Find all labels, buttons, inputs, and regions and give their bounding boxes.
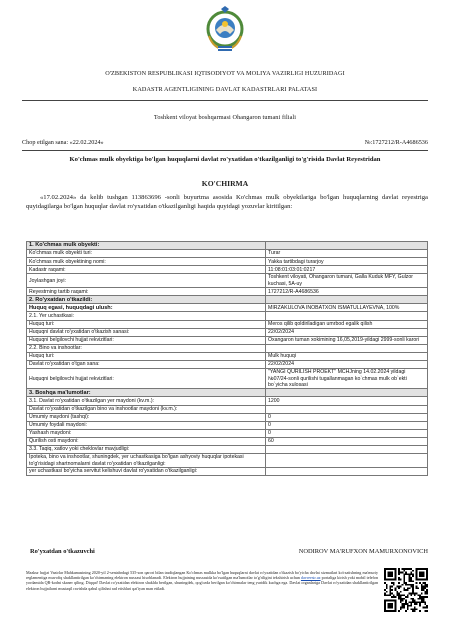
row-label: Huquq egasi, huquqdagi ulush: (27, 304, 266, 312)
row-label: Ipoteka, bino va inshootlar, shuningdek, yer uchastkasiga bo'lgan ashyoviy huquqlar ipotekasi to'g'risidagi shartnomalarni davlat ro'yxatidan o'tkazilganligi: (27, 454, 266, 468)
row-value: MIRZAKULOVA INOBATXON ISMATULLAYEVNA, 100% (266, 304, 428, 312)
table-row (27, 258, 428, 266)
print-date: Chop etilgan sana: «22.02.2024» (22, 139, 104, 146)
table-row (27, 288, 428, 296)
table-row (27, 328, 428, 336)
row-value: 1200 (266, 397, 428, 405)
table-row (27, 274, 428, 288)
row-value: 22/02/2024 (266, 361, 428, 369)
table-row (27, 454, 428, 468)
row-value: Meros qilib qoldiriladigan umrbod egalik qilish (266, 320, 428, 328)
row-value: Toshkent viloyati, Ohangaron tumani, Galla Kuduk MFY, Gulzor kuchasi, 5A-uy (266, 274, 428, 288)
intro-paragraph: «17.02.2024» da kelib tushgan 113863696 -sonli buyurtma asosida Ko'chmas mulk obyektlariga bo'lgan huquqlarning davlat reyestriga quyidagilarga bo'lgan huquqlar davlat ro'yxatidan o'tkazilganligi haqida quyidagi yozuvlar kiritilgan: (26, 194, 428, 210)
row-value: Yakka tartibdagi turarjoy (266, 258, 428, 266)
branch-heading: Toshkent viloyat boshqarmasi Ohangaron tumani filiali (153, 114, 297, 121)
table-row (27, 405, 428, 413)
row-label: Umumiy foydali maydoni: (27, 421, 266, 429)
footer-text: Mazkur hujjat Vazirlar Mahkamasining 2020-yil 2-sentabrdagi 535-son qarori bilan tasdiqlangan Ko'chmas mulkka bo'lgan huquqlarni davlat ro'yxatidan o'tkazish bo'yicha davlat xizmatlari ko'rsatishning ma'muriy reglamentiga muvofiq shakllantirilgan ko'chirmaning elektron nusxasi hisoblanadi. Elektron hujjatning nusxasida ko'rsatilgan ma'lumotlar to'g'riligini tekshirish uchun (26, 570, 378, 581)
row-value (266, 454, 428, 468)
table-row (27, 352, 428, 360)
section-row (27, 389, 428, 397)
header-divider (22, 100, 428, 101)
row-value: Mulk huquqi (266, 352, 428, 360)
row-value (266, 405, 428, 413)
row-label: 2.1. Yer uchastkasi: (27, 312, 266, 320)
table-row (27, 397, 428, 405)
row-value: Oxangaron tuman xokimining 16,05,2019-yildagi 2999-sonli karori (266, 336, 428, 344)
footer-note (26, 570, 378, 591)
table-row (27, 437, 428, 445)
section-row (27, 296, 428, 304)
table-row (27, 413, 428, 421)
row-label: Ko'chmas mulk obyektining nomi: (27, 258, 266, 266)
document-title: Ko'chmas mulk obyektiga bo'lgan huquqlarni davlat ro'yxatidan o'tkazilganligi to'g'risida Davlat Reyestridan (69, 156, 381, 163)
row-label: 2. Ro'yxatdan o'tkazildi: (27, 296, 266, 304)
row-value: 60 (266, 437, 428, 445)
agency-heading: KADASTR AGENTLIGINING DAVLAT KADASTRLARI PALATASI (132, 86, 318, 93)
row-label: Davlat ro'yxatidan o'tgan sana: (27, 361, 266, 369)
row-label: Huquq turi: (27, 352, 266, 360)
section-row (27, 242, 428, 250)
row-label: 3. Boshqa ma'lumotlar: (27, 389, 266, 397)
table-row (27, 344, 428, 352)
state-emblem-icon (203, 6, 247, 54)
registrar-role: Ro'yxatdan o'tkazuvchi (30, 548, 95, 555)
row-value: 0 (266, 413, 428, 421)
table-row (27, 421, 428, 429)
row-value: 11:08:01:03:01:0217 (266, 266, 428, 274)
table-row (27, 369, 428, 389)
table-row (27, 336, 428, 344)
document-subtitle: KO'CHIRMA (201, 179, 249, 188)
row-label: Reyestrning tartib raqami: (27, 288, 266, 296)
table-row (27, 304, 428, 312)
row-label: Ko'chmas mulk obyekti turi: (27, 250, 266, 258)
portal-link[interactable]: davreestr.uz (300, 575, 321, 581)
row-value: Turar (266, 250, 428, 258)
table-row (27, 266, 428, 274)
row-label: Huquqni davlat ro'yxatidan o'tkazish sanasi: (27, 328, 266, 336)
title-divider (22, 150, 428, 151)
table-row (27, 429, 428, 437)
table-row (27, 312, 428, 320)
table-row (27, 446, 428, 454)
row-value: 0 (266, 421, 428, 429)
row-value (266, 467, 428, 475)
ministry-heading: O'ZBEKISTON RESPUBLIKASI IQTISODIYOT VA MOLIYA VAZIRLIGI HUZURIDAGI (105, 70, 345, 77)
table-row (27, 361, 428, 369)
row-label: 1. Ko'chmas mulk obyekti: (27, 242, 266, 250)
row-label: 3.3. Taqiq, xatlov yoki cheklovlar mavjudligi: (27, 446, 266, 454)
row-value: 0 (266, 429, 428, 437)
row-value (266, 312, 428, 320)
registrar-name: NODIROV MA'RUFXON MAMURXONOVICH (298, 548, 428, 555)
row-label: Davlat ro'yxatidan o'tkazilgan bino va inshootlar maydoni (kv.m.): (27, 405, 266, 413)
row-label: yer uchastkasi bo'yicha servitut kelishuvi davlat ro'yxatidan o'tkazilganligi: (27, 467, 266, 475)
row-value: 22/02/2024 (266, 328, 428, 336)
row-value: 1727212/R-A4686536 (266, 288, 428, 296)
row-label: Huquqni belgilovchi hujjat rekvizitlari: (27, 336, 266, 344)
table-row (27, 467, 428, 475)
row-label: Qurilish osti maydoni: (27, 437, 266, 445)
row-label: 2.2. Bino va inshootlar: (27, 344, 266, 352)
row-label: Huquq turi: (27, 320, 266, 328)
table-row (27, 250, 428, 258)
row-label: Huquqni belgilovchi hujjat rekvizitlari: (27, 369, 266, 389)
registry-table (26, 241, 428, 476)
table-row (27, 320, 428, 328)
row-value: "YANGI QURILISH PROEKT" MCHJning 14.02.2024 yildagi №07/24-sonli qurilishi tugallanmagan ko`chmas mulk ob`ekti bo`yicha xulosasi (266, 369, 428, 389)
footer-text-2: portaliga kirish yoki mobil telefon yordamida QR-kodni skaner qiling. Diqqat! Davlat ro'yxatidan elektron shaklda berilgan, shuningdek, qog'ozda berilgan ko'chirmalar teng yuridik kuchga ega. Davlat organlariga Davlat ro'yxatidan shakllantirilgan elektron hujjatlarni mustaqil ravishda qabul qilishni rad etishlari qat'iyan man etiladi. (26, 575, 379, 591)
qr-code-icon (384, 568, 428, 612)
document-number: №:1727212/R-A4686536 (364, 139, 428, 146)
row-label: Yashash maydoni: (27, 429, 266, 437)
row-label: Joylashgan joyi: (27, 274, 266, 288)
row-value (266, 344, 428, 352)
row-value (266, 242, 428, 250)
row-value (266, 389, 428, 397)
row-value (266, 296, 428, 304)
row-label: Umumiy maydoni (tashqi): (27, 413, 266, 421)
row-value (266, 446, 428, 454)
row-label: Kadastr raqami: (27, 266, 266, 274)
row-label: 3.1. Davlat ro'yxatidan o'tkazilgan yer maydoni (kv.m.): (27, 397, 266, 405)
